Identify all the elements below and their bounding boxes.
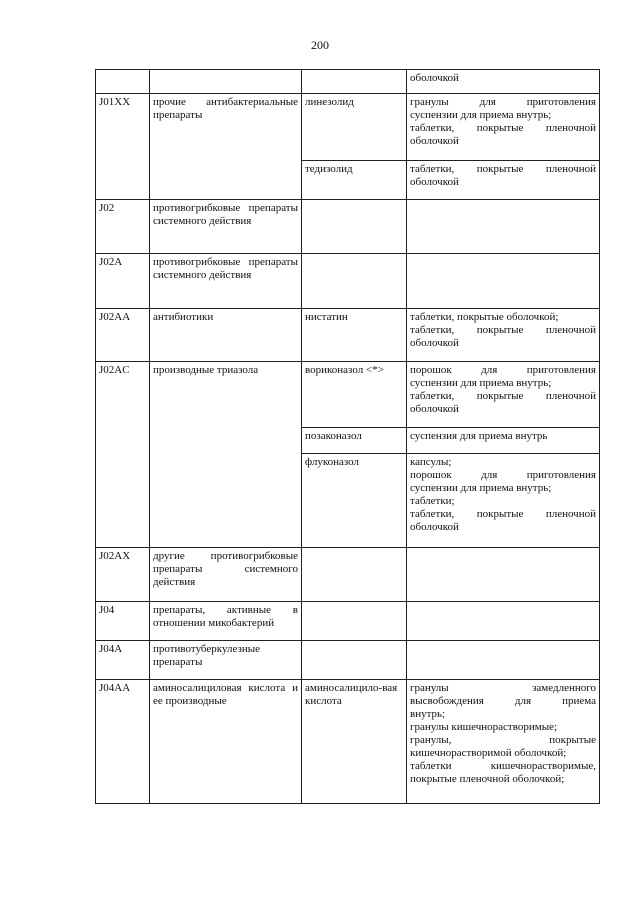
dosage-form-cell	[407, 548, 600, 602]
group-cell: противотуберкулезные препараты	[150, 641, 302, 680]
drug-name-cell: позаконазол	[302, 428, 407, 454]
drug-name-cell	[302, 641, 407, 680]
group-cell	[150, 70, 302, 94]
dosage-form-cell: гранулы замедленного высвобождения для приема внутрь; гранулы кишечнорастворимые; гранулы, покрытые кишечнорастворимой оболочкой; таблетки кишечнорастворимые, покрытые пленочной оболочкой;	[407, 680, 600, 804]
group-cell: противогрибковые препараты системного действия	[150, 200, 302, 254]
group-cell: другие противогрибковые препараты системного действия	[150, 548, 302, 602]
dosage-form-cell	[407, 602, 600, 641]
drug-name-cell: вориконазол <*>	[302, 362, 407, 428]
table-row	[96, 548, 600, 602]
drug-name-cell	[302, 70, 407, 94]
table-row	[96, 200, 600, 254]
drug-name-cell	[302, 200, 407, 254]
table-row	[96, 70, 600, 94]
drug-name-cell: аминосалицило-вая кислота	[302, 680, 407, 804]
group-cell: прочие антибактериальные препараты	[150, 94, 302, 200]
drug-list-table	[95, 69, 600, 804]
dosage-form-cell: суспензия для приема внутрь	[407, 428, 600, 454]
atc-code-cell: J01XX	[96, 94, 150, 200]
dosage-form-cell	[407, 641, 600, 680]
table-row	[96, 309, 600, 362]
dosage-form-cell: таблетки, покрытые оболочкой; таблетки, покрытые пленочной оболочкой	[407, 309, 600, 362]
drug-name-cell: флуконазол	[302, 454, 407, 548]
dosage-form-cell: порошок для приготовления суспензии для приема внутрь; таблетки, покрытые пленочной оболочкой	[407, 362, 600, 428]
drug-name-cell: тедизолид	[302, 161, 407, 200]
drug-name-cell	[302, 548, 407, 602]
table-row	[96, 94, 600, 161]
group-cell: антибиотики	[150, 309, 302, 362]
table-row	[96, 641, 600, 680]
table-row	[96, 602, 600, 641]
dosage-form-cell: оболочкой	[407, 70, 600, 94]
table-row	[96, 254, 600, 309]
atc-code-cell: J04A	[96, 641, 150, 680]
atc-code-cell: J02A	[96, 254, 150, 309]
atc-code-cell	[96, 70, 150, 94]
group-cell: производные триазола	[150, 362, 302, 548]
drug-name-cell	[302, 254, 407, 309]
dosage-form-cell: капсулы; порошок для приготовления суспензии для приема внутрь; таблетки; таблетки, покрытые пленочной оболочкой	[407, 454, 600, 548]
dosage-form-cell	[407, 200, 600, 254]
drug-name-cell: нистатин	[302, 309, 407, 362]
dosage-form-cell	[407, 254, 600, 309]
page-number: 200	[311, 38, 329, 52]
atc-code-cell: J02AA	[96, 309, 150, 362]
group-cell: аминосалициловая кислота и ее производные	[150, 680, 302, 804]
atc-code-cell: J02AC	[96, 362, 150, 548]
dosage-form-cell: гранулы для приготовления суспензии для приема внутрь; таблетки, покрытые пленочной оболочкой	[407, 94, 600, 161]
group-cell: противогрибковые препараты системного действия	[150, 254, 302, 309]
atc-code-cell: J04AA	[96, 680, 150, 804]
drug-name-cell: линезолид	[302, 94, 407, 161]
table-row	[96, 680, 600, 804]
atc-code-cell: J04	[96, 602, 150, 641]
drug-name-cell	[302, 602, 407, 641]
table-row	[96, 362, 600, 428]
atc-code-cell: J02	[96, 200, 150, 254]
dosage-form-cell: таблетки, покрытые пленочной оболочкой	[407, 161, 600, 200]
atc-code-cell: J02AX	[96, 548, 150, 602]
group-cell: препараты, активные в отношении микобактерий	[150, 602, 302, 641]
